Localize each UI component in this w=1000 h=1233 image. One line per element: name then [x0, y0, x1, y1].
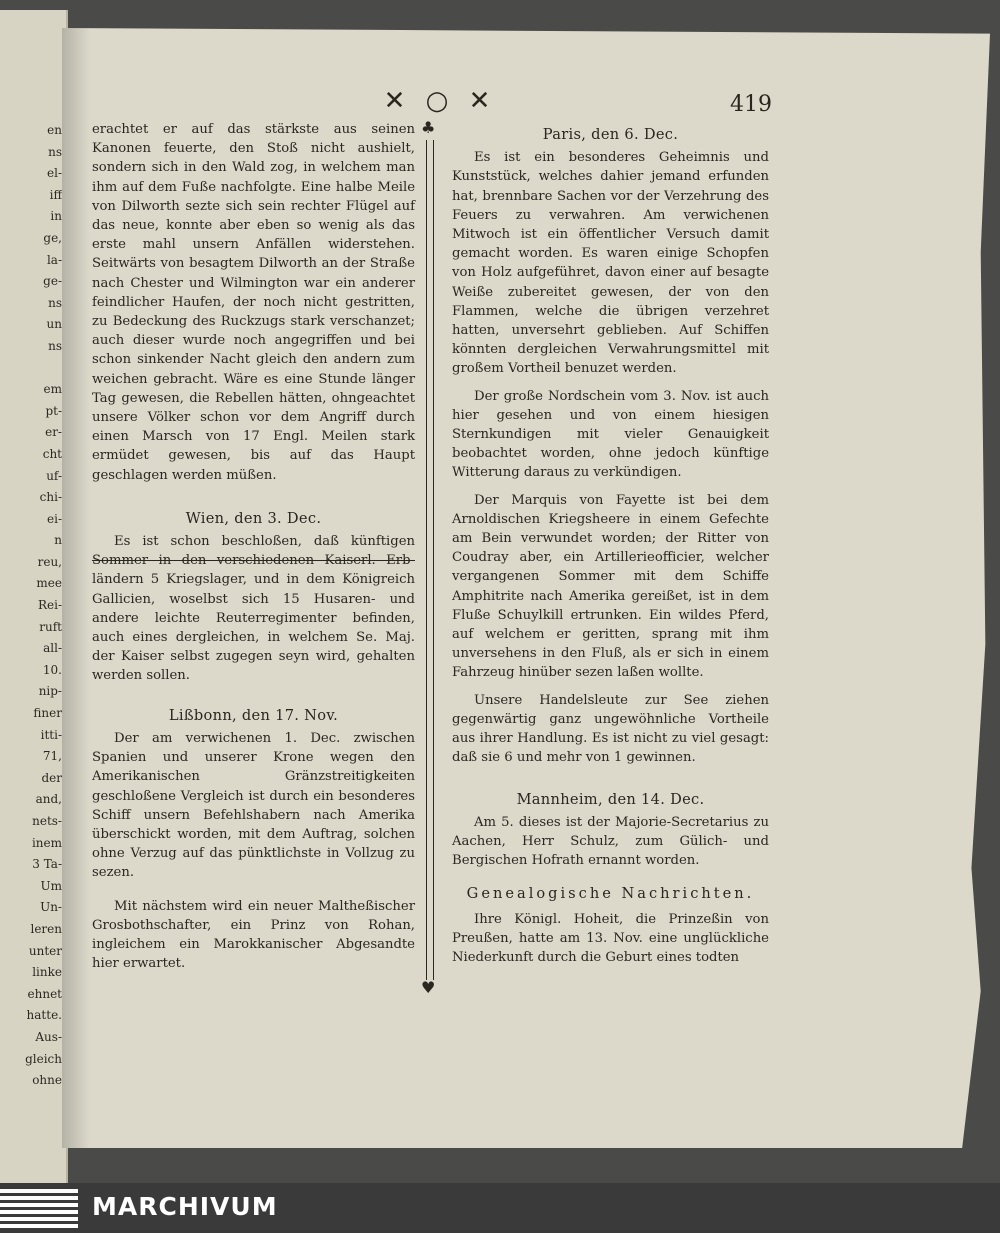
left-edge-fragment: cht	[42, 446, 62, 461]
dateline-mannheim: Mannheim, den 14. Dec.	[516, 790, 705, 808]
left-edge-fragment: el-	[47, 166, 62, 181]
left-edge-fragment: ruft	[39, 619, 62, 634]
paragraph: Am 5. dieses ist der Majorie-Secretarius zu Aachen, Herr Schulz, zum Gülich- und Bergischen Hofrath ernannt worden.	[452, 814, 769, 869]
paragraph: Der am verwichenen 1. Dec. zwischen Spanien und unserer Krone wegen den Amerikanischen Gränzstreitigkeiten geschloßene Vergleich ist durch ein besonderes Schiff unsern Befehlshabern nach Amerika überschickt worden, mit dem Auftrag, solchen ohne Verzug auf das pünktlichste in Vollzug zu sezen.	[92, 730, 415, 881]
dateline-wien: Wien, den 3. Dec.	[185, 509, 322, 527]
left-edge-fragment: mee	[36, 576, 62, 591]
dateline-lissabon: Lißbonn, den 17. Nov.	[168, 706, 339, 724]
left-page-edge	[0, 10, 68, 1183]
left-edge-fragment: leren	[30, 921, 62, 936]
paragraph: Es ist ein besonderes Geheimnis und Kunststück, welches dahier jemand erfunden hat, brennbare Sachen vor der Verzehrung des Feuers zu verwahren. Am verwichenen Mitwoch ist ein öffentlicher Versuch damit gemacht worden. Es waren einige Schopfen von Holz aufgeführet, davon einer auf besagte Weiße zubereitet gewesen, der von den Flammen, welche die übrigen verzehret hatten, unversehrt geblieben. Auf Schiffen könnten dergleichen Verwahrungsmittel mit großem Vortheil benuzet werden.	[452, 150, 769, 377]
marchivum-logo-text: MARCHIVUM	[92, 1192, 278, 1221]
left-column	[92, 120, 415, 973]
left-edge-fragment: Rei-	[37, 598, 62, 613]
left-edge-fragment: en	[47, 123, 62, 137]
left-edge-fragment: ehnet	[27, 986, 62, 1001]
left-edge-fragment: linke	[32, 965, 62, 980]
left-edge-fragment: unter	[28, 943, 62, 958]
left-edge-fragment: Um	[40, 878, 62, 893]
section-heading: Genealogische Nachrichten.	[466, 885, 755, 903]
left-edge-fragment: ns	[48, 295, 62, 310]
left-edge-fragment: la-	[46, 252, 62, 267]
left-edge-fragment: ei-	[47, 511, 62, 526]
left-edge-fragment: gleich	[25, 1051, 62, 1066]
dateline-paris: Paris, den 6. Dec.	[542, 126, 679, 143]
left-edge-fragment: ns	[48, 144, 62, 159]
left-edge-fragment: ns	[48, 338, 62, 353]
left-edge-fragment: chi-	[39, 490, 62, 505]
divider-ornament-top: ♣	[421, 118, 436, 137]
left-edge-fragment: 71,	[42, 749, 62, 764]
left-edge-fragment: pt-	[45, 403, 62, 418]
left-edge-fragment: and,	[35, 792, 62, 807]
left-edge-fragment: ge-	[43, 274, 62, 289]
page-number: 419	[730, 92, 772, 117]
left-edge-fragment	[22, 358, 62, 380]
archive-footer	[0, 1183, 1000, 1233]
paragraph-text: Es ist schon beschloßen, daß künftigen	[114, 534, 415, 550]
left-edge-fragment: 3 Ta-	[32, 857, 62, 872]
left-edge-fragment: all-	[43, 641, 62, 656]
left-edge-fragment: nets-	[32, 814, 62, 828]
fold-shadow	[62, 28, 90, 1148]
left-edge-fragment: Aus-	[35, 1029, 62, 1044]
left-edge-fragment: em	[43, 382, 62, 397]
left-page-fragments	[22, 120, 62, 1092]
left-edge-fragment: finer	[33, 706, 62, 721]
left-edge-fragment: un	[46, 317, 62, 332]
divider-ornament-bottom: ♥	[421, 978, 436, 997]
left-edge-fragment: er-	[45, 425, 62, 440]
marchivum-logo-icon	[0, 1189, 78, 1229]
struck-text: Sommer in den verschiedenen Kaiserl. Erb-	[92, 553, 415, 569]
paragraph: Ihre Königl. Hoheit, die Prinzeßin von Preußen, hatte am 13. Nov. eine unglückliche Niederkunft durch die Geburt eines todten	[452, 911, 769, 965]
left-edge-fragment: der	[41, 770, 62, 785]
paragraph: Der große Nordschein vom 3. Nov. ist auch hier gesehen und von einem hiesigen Sternkundigen mit vieler Genauigkeit beobachtet worden, ohne jedoch künftige Witterung daraus zu verkündigen.	[452, 388, 769, 481]
paragraph: erachtet er auf das stärkste aus seinen Kanonen feuerte, den Stoß nicht aushielt, sondern sich in den Wald zog, in welchem man ihm auf dem Fuße nachfolgte. Eine halbe Meile von Dilworth sezte sich sein rechter Flügel auf das neue, konnte aber eben so wenig als das erste mahl unsern Anfällen widerstehen. Seitwärts von besagtem Dilworth an der Straße nach Chester und Wilmington war ein anderer feindlicher Haufen, der noch nicht gestritten, zu Bedeckung des Ruckzugs stark verschanzet; auch dieser wurde noch angegriffen und bei schon sinkender Nacht gleich den andern zum weichen gebracht. Wäre es eine Stunde länger Tag gewesen, die Rebellen hätten, ohngeachtet unsere Völker schon vor dem Angriff durch einen Marsch von 17 Engl. Meilen stark ermüdet gewesen, bis auf das Haupt geschlagen werden müßen.	[92, 122, 415, 483]
right-column	[452, 125, 769, 967]
left-edge-fragment: hatte.	[26, 1008, 62, 1023]
paragraph: Mit nächstem wird ein neuer Maltheßischer Grosbothschafter, ein Prinz von Rohan, ingleichem ein Marokkanischer Abgesandte hier erwartet.	[92, 898, 415, 972]
left-edge-fragment: Un-	[40, 900, 62, 915]
header-ornament: ✕ ○ ✕	[383, 86, 497, 116]
left-edge-fragment: reu,	[37, 554, 62, 569]
left-edge-fragment: itti-	[40, 727, 62, 742]
left-edge-fragment: ohne	[32, 1073, 62, 1088]
paragraph: Unsere Handelsleute zur See ziehen gegenwärtig ganz ungewöhnliche Vortheile aus ihrer Handlung. Es ist nicht zu viel gesagt: daß sie 6 und mehr von 1 gewinnen.	[452, 692, 769, 766]
paragraph-text: ländern 5 Kriegslager, und in dem Königreich Gallicien, woselbst sich 15 Husaren- und andere leichte Reuterregimenter befinden, auch eines dergleichen, in welchem Se. Maj. der Kaiser selbst zugegen seyn wird, gehalten werden sollen.	[92, 572, 415, 684]
left-edge-fragment: 10.	[42, 662, 62, 677]
paragraph: Der Marquis von Fayette ist bei dem Arnoldischen Kriegsheere in einem Gefechte am Bein verwundet worden; der Ritter von Coudray aber, ein Artillerieofficier, welcher vergangenen Sommer mit dem Schiffe Amphitrite nach Amerika gereißet, ist in dem Fluße Schuylkill ertrunken. Ein wildes Pferd, auf welchem er geritten, sprang mit ihm unversehens in den Fluß, als er sich in einem Fahrzeug hinüber sezen laßen wollte.	[452, 492, 769, 681]
left-edge-fragment: ge,	[43, 230, 62, 245]
left-edge-fragment: n	[54, 533, 62, 548]
left-edge-fragment: iff	[49, 187, 62, 202]
left-edge-fragment: in	[50, 209, 62, 224]
left-edge-fragment: uf-	[46, 468, 62, 483]
paragraph	[92, 532, 415, 686]
left-edge-fragment: nip-	[38, 684, 62, 699]
left-edge-fragment: inem	[31, 835, 62, 850]
column-divider	[426, 140, 434, 980]
